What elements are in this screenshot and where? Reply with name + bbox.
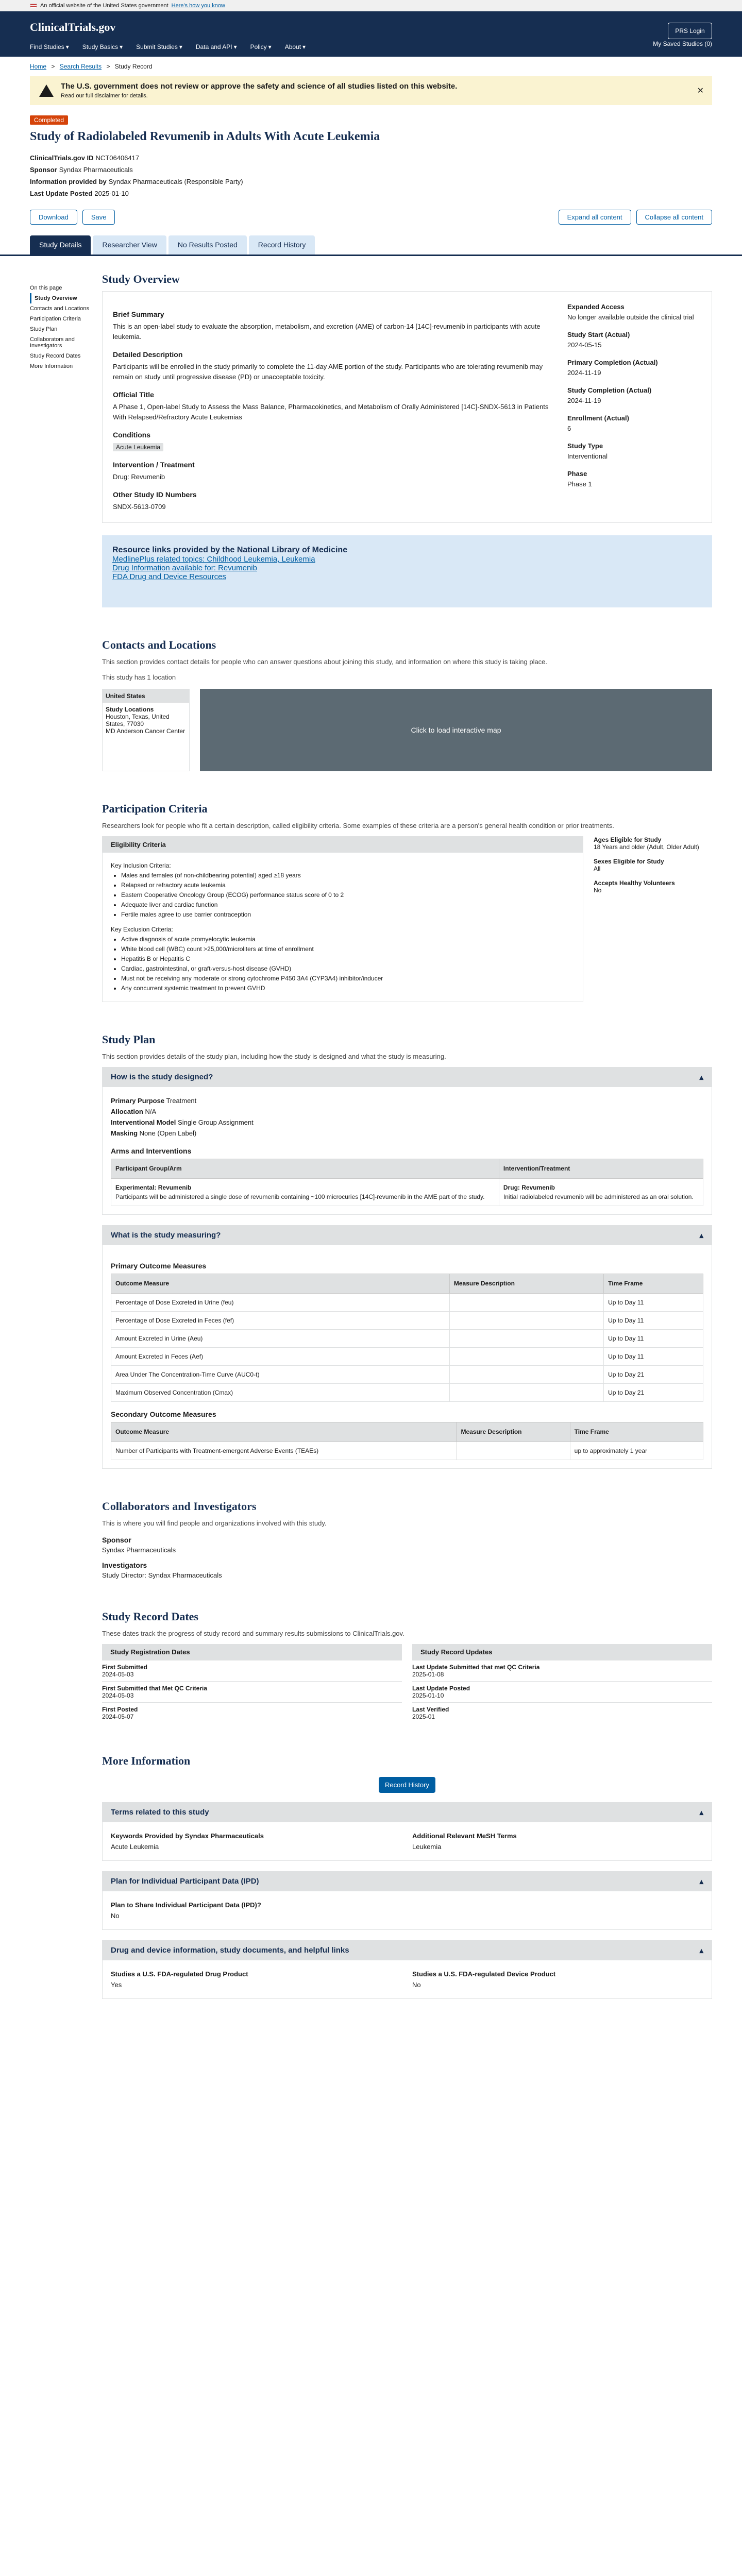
meta-key: Last Update Posted xyxy=(30,190,93,197)
tab-record-history[interactable]: Record History xyxy=(249,235,315,255)
field-value: A Phase 1, Open-label Study to Assess the Mass Balance, Pharmacokinetics, and Metabolism of Orally Administered [14C]-SNDX-5613 in Patients With Relapsed/Refractory Acute Leukemias xyxy=(113,403,549,421)
section-title: Contacts and Locations xyxy=(102,638,216,651)
side-item[interactable]: Study Overview xyxy=(30,293,92,303)
main-nav xyxy=(30,43,712,50)
nav-item[interactable]: Study Basics ▾ xyxy=(82,43,123,50)
section-title: More Information xyxy=(102,1754,191,1767)
gov-banner-text: An official website of the United States government xyxy=(40,3,168,9)
meta-value: Syndax Pharmaceuticals xyxy=(59,166,133,174)
table-row: Amount Excreted in Feces (Aef) Up to Day 11 xyxy=(111,1348,703,1366)
crumb-home[interactable]: Home xyxy=(30,63,47,70)
field-value: SNDX-5613-0709 xyxy=(113,503,166,511)
on-this-page-nav xyxy=(30,273,92,2030)
site-logo[interactable]: ClinicalTrials.gov xyxy=(30,21,116,33)
section-title: Study Plan xyxy=(102,1033,156,1046)
field-label: Intervention / Treatment xyxy=(113,461,195,469)
field-value: Participants will be enrolled in the study primarily to complete the 11-day AME portion of the study. Participants who are tolerating revumenib may remain on study until progressive disease (PD) or unacceptable toxicity. xyxy=(113,363,543,381)
section-title: Participation Criteria xyxy=(102,802,208,815)
overview-side: Expanded Access No longer available outside the clinical trial Study Start (Actual) 2024-05-15 Primary Completion (Actual) 2024-11-19 Study Completion (Actual) 2024-11-19 Enrollment (Actual) 6 Study Type Interventional Phase Phase 1 xyxy=(567,303,694,488)
nlm-link[interactable]: MedlinePlus related topics: Childhood Leukemia, Leukemia xyxy=(112,555,315,564)
gov-banner xyxy=(0,0,742,11)
meta-key: Sponsor xyxy=(30,166,57,174)
side-item[interactable]: Contacts and Locations xyxy=(30,306,89,312)
location-list: United States Study Locations Houston, Texas, United States, 77030 MD Anderson Cancer Center xyxy=(102,689,190,771)
meta-value: NCT06406417 xyxy=(95,154,140,162)
section-desc: This section provides contact details for people who can answer questions about joining this study, and information on where this study is taking place. xyxy=(102,658,548,666)
collaborators-section: Collaborators and Investigators This is where you will find people and organizations involved with this study. Sponsor Syndax Pharmaceuticals Investigators Study Director: Syndax Pharmaceuticals xyxy=(102,1500,712,1579)
meta-value: 2025-01-10 xyxy=(94,190,129,197)
side-item[interactable]: More Information xyxy=(30,363,73,369)
section-title: Study Overview xyxy=(102,273,180,285)
expand-all-button[interactable]: Expand all content xyxy=(559,210,631,225)
meta-key: ClinicalTrials.gov ID xyxy=(30,154,94,162)
nav-item[interactable]: About ▾ xyxy=(284,43,306,50)
side-item[interactable]: Study Plan xyxy=(30,326,58,332)
contacts-section xyxy=(102,638,712,771)
close-icon[interactable]: ✕ xyxy=(697,87,704,95)
crumb-search[interactable]: Search Results xyxy=(59,63,102,70)
location-map[interactable]: Click to load interactive map xyxy=(200,689,712,771)
warning-icon xyxy=(39,84,54,97)
nav-item[interactable]: Data and API ▾ xyxy=(195,43,237,50)
table-row: Amount Excreted in Urine (Aeu) Up to Day 11 xyxy=(111,1330,703,1348)
side-item[interactable]: Participation Criteria xyxy=(30,316,81,322)
chevron-up-icon: ▴ xyxy=(699,1073,703,1082)
breadcrumb xyxy=(0,57,742,76)
save-button[interactable]: Save xyxy=(82,210,115,225)
field-label: Detailed Description xyxy=(113,350,183,359)
measures-accordion[interactable]: What is the study measuring? ▴ Primary Outcome Measures Outcome Measure Measure Description Time Frame Percentage of Dose Excreted in Urine (feu) Up to Day 11 Percentage of Dose Excreted in Feces (fef) Up to Day 11 Amount Excreted in Urine (Aeu) Up to Day 11 Amount Excreted in Feces (Aef) Up to Day 11 Area Under The Concentration-Time Curve (AUC0-t) Up to Day 21 Maximum Observed Concentration (Cmax) Up to Day 21 Secondary Outcome Measures Outcome Measure Measure Description Time Frame Number of Participants with Treatment-emergent Adverse Events (TEAEs) up to approximately 1 year xyxy=(102,1225,712,1469)
study-plan-section xyxy=(102,1033,712,1469)
criteria-header: Eligibility Criteria xyxy=(103,837,583,853)
study-meta xyxy=(30,152,712,199)
field-value: Drug: Revumenib xyxy=(113,473,165,481)
chevron-up-icon: ▴ xyxy=(699,1946,703,1955)
chevron-up-icon: ▴ xyxy=(699,1808,703,1817)
study-overview-section xyxy=(102,273,712,607)
crumb-sep: > xyxy=(106,63,110,70)
meta-key: Information provided by xyxy=(30,178,107,185)
location-count: This study has 1 location xyxy=(102,673,176,681)
gov-banner-link[interactable]: Here's how you know xyxy=(171,3,225,9)
status-badge: Completed xyxy=(30,115,68,125)
tab-results[interactable]: No Results Posted xyxy=(168,235,247,255)
study-tabs xyxy=(0,235,742,256)
field-value: This is an open-label study to evaluate the absorption, metabolism, and excretion (AME) of carbon-14 [14C]-revumenib in participants with acute leukemia. xyxy=(113,323,541,341)
side-title: On this page xyxy=(30,285,62,291)
side-item[interactable]: Collaborators and Investigators xyxy=(30,336,75,349)
tab-researcher-view[interactable]: Researcher View xyxy=(93,235,166,255)
section-desc: This section provides details of the study plan, including how the study is designed and what the study is measuring. xyxy=(102,1053,446,1060)
record-history-button[interactable]: Record History xyxy=(379,1777,435,1793)
chevron-up-icon: ▴ xyxy=(699,1877,703,1886)
download-button[interactable]: Download xyxy=(30,210,77,225)
field-label: Brief Summary xyxy=(113,310,164,318)
nav-item[interactable]: Submit Studies ▾ xyxy=(136,43,182,50)
table-row: Percentage of Dose Excreted in Urine (feu) Up to Day 11 xyxy=(111,1294,703,1312)
collapse-all-button[interactable]: Collapse all content xyxy=(636,210,712,225)
tab-study-details[interactable]: Study Details xyxy=(30,235,91,255)
section-title: Study Record Dates xyxy=(102,1610,198,1623)
crumb-sep: > xyxy=(51,63,55,70)
ipd-accordion[interactable]: Plan for Individual Participant Data (IPD) ▴ Plan to Share Individual Participant Data (IPD)? No xyxy=(102,1871,712,1930)
nlm-link[interactable]: Drug Information available for: Revumenib xyxy=(112,564,257,572)
record-dates-section: Study Record Dates These dates track the progress of study record and summary results submissions to ClinicalTrials.gov. Study Registration Dates First Submitted 2024-05-03 First Submitted that Met QC Criteria 2024-05-03 First Posted 2024-05-07 Study Record Updates Last Update Submitted that met QC Criteria 2025-01-08 Last Update Posted 2025-01-10 Last Verified 2025-01 xyxy=(102,1610,712,1723)
table-row: Number of Participants with Treatment-emergent Adverse Events (TEAEs) up to approximately 1 year xyxy=(111,1442,703,1460)
page-title: Study of Radiolabeled Revumenib in Adults With Acute Leukemia xyxy=(30,130,380,143)
site-header xyxy=(0,11,742,57)
primary-outcomes-table: Outcome Measure Measure Description Time Frame Percentage of Dose Excreted in Urine (feu) Up to Day 11 Percentage of Dose Excreted in Feces (fef) Up to Day 11 Amount Excreted in Urine (Aeu) Up to Day 11 Amount Excreted in Feces (Aef) Up to Day 11 Area Under The Concentration-Time Curve (AUC0-t) Up to Day 21 Maximum Observed Concentration (Cmax) Up to Day 21 xyxy=(111,1274,703,1402)
nav-item[interactable]: Find Studies ▾ xyxy=(30,43,69,50)
alert-sub: Read our full disclaimer for details. xyxy=(61,93,148,99)
disclaimer-alert xyxy=(30,76,712,105)
table-row: Maximum Observed Concentration (Cmax) Up to Day 21 xyxy=(111,1384,703,1402)
nav-item[interactable]: Policy ▾ xyxy=(250,43,272,50)
crumb-current: Study Record xyxy=(114,63,153,70)
table-row: Percentage of Dose Excreted in Feces (fef) Up to Day 11 xyxy=(111,1312,703,1330)
field-label: Other Study ID Numbers xyxy=(113,490,197,499)
nlm-link[interactable]: FDA Drug and Device Resources xyxy=(112,572,226,581)
us-flag-icon xyxy=(30,4,37,8)
terms-accordion[interactable]: Terms related to this study ▴ Keywords Provided by Syndax Pharmaceuticals Acute Leukemia Additional Relevant MeSH Terms Leukemia xyxy=(102,1802,712,1861)
nlm-resources xyxy=(102,535,712,607)
arms-table: Participant Group/Arm Intervention/Treatment Experimental: Revumenib Participants will be administered a single dose of revumenib containing ~100 microcuries [14C]-revumenib in the AME part of the study. Drug: Revumenib Initial radiolabeled revumenib will be administered as an oral solution. xyxy=(111,1159,703,1206)
design-accordion[interactable]: How is the study designed? ▴ Primary Purpose Treatment Allocation N/A Interventional Model Single Group Assignment Masking None (Open Label) Arms and Interventions Participant Group/Arm Intervention/Treatment Experimental: Revumenib Participants will be administered a single dose of revumenib containing ~100 microcuries [14C]-revumenib in the AME part of the study. Drug: Revumenib Initial radiolabeled revumenib will be administered as an oral solution. xyxy=(102,1067,712,1215)
section-desc: Researchers look for people who fit a certain description, called eligibility criteria. Some examples of these criteria are a person's general health condition or prior treatments. xyxy=(102,822,614,829)
secondary-outcomes-table: Outcome Measure Measure Description Time Frame Number of Participants with Treatment-emergent Adverse Events (TEAEs) up to approximately 1 year xyxy=(111,1422,703,1460)
prs-login-button[interactable]: PRS Login xyxy=(668,23,712,39)
drug-accordion[interactable]: Drug and device information, study documents, and helpful links ▴ Studies a U.S. FDA-regulated Drug Product Yes Studies a U.S. FDA-regulated Device Product No xyxy=(102,1940,712,1999)
table-row: Area Under The Concentration-Time Curve (AUC0-t) Up to Day 21 xyxy=(111,1366,703,1384)
condition-tag: Acute Leukemia xyxy=(113,443,163,451)
field-label: Official Title xyxy=(113,391,154,399)
field-label: Conditions xyxy=(113,431,151,439)
side-item[interactable]: Study Record Dates xyxy=(30,353,81,359)
alert-title: The U.S. government does not review or approve the safety and science of all studies listed on this website. xyxy=(61,82,458,91)
section-title: Collaborators and Investigators xyxy=(102,1500,257,1513)
nlm-title: Resource links provided by the National Library of Medicine xyxy=(112,546,348,554)
chevron-up-icon: ▴ xyxy=(699,1231,703,1240)
criteria-section: Participation Criteria Researchers look for people who fit a certain description, called eligibility criteria. Some examples of these criteria are a person's general health condition or prior treatments. Eligibility Criteria Key Inclusion Criteria: • Males and females (of non-childbearing potential) aged ≥18 years • Relapsed or refractory acute leukemia • Eastern Cooperative Oncology Group (ECOG) performance status score of 0 to 2 • Adequate liver and cardiac function • Fertile males agree to use barrier contraception Key Exclusion Criteria: • Active diagnosis of acute promyelocytic leukemia • White blood cell (WBC) count >25,000/microliters at time of enrollment • Hepatitis B or Hepatitis C • Cardiac, gastrointestinal, or graft-versus-host disease (GVHD) • Must not be receiving any moderate or strong cytochrome P450 3A4 (CYP3A4) inhibitor/inducer • Any concurrent systemic treatment to prevent GVHD Ages Eligible for Study 18 Years and older (Adult, Older Adult) Sexes Eligible for Study All Accepts Healthy Volunteers No xyxy=(102,802,712,1002)
meta-value: Syndax Pharmaceuticals (Responsible Party) xyxy=(108,178,243,185)
saved-studies-link[interactable]: My Saved Studies (0) xyxy=(653,40,712,47)
more-info-section xyxy=(102,1754,712,1999)
